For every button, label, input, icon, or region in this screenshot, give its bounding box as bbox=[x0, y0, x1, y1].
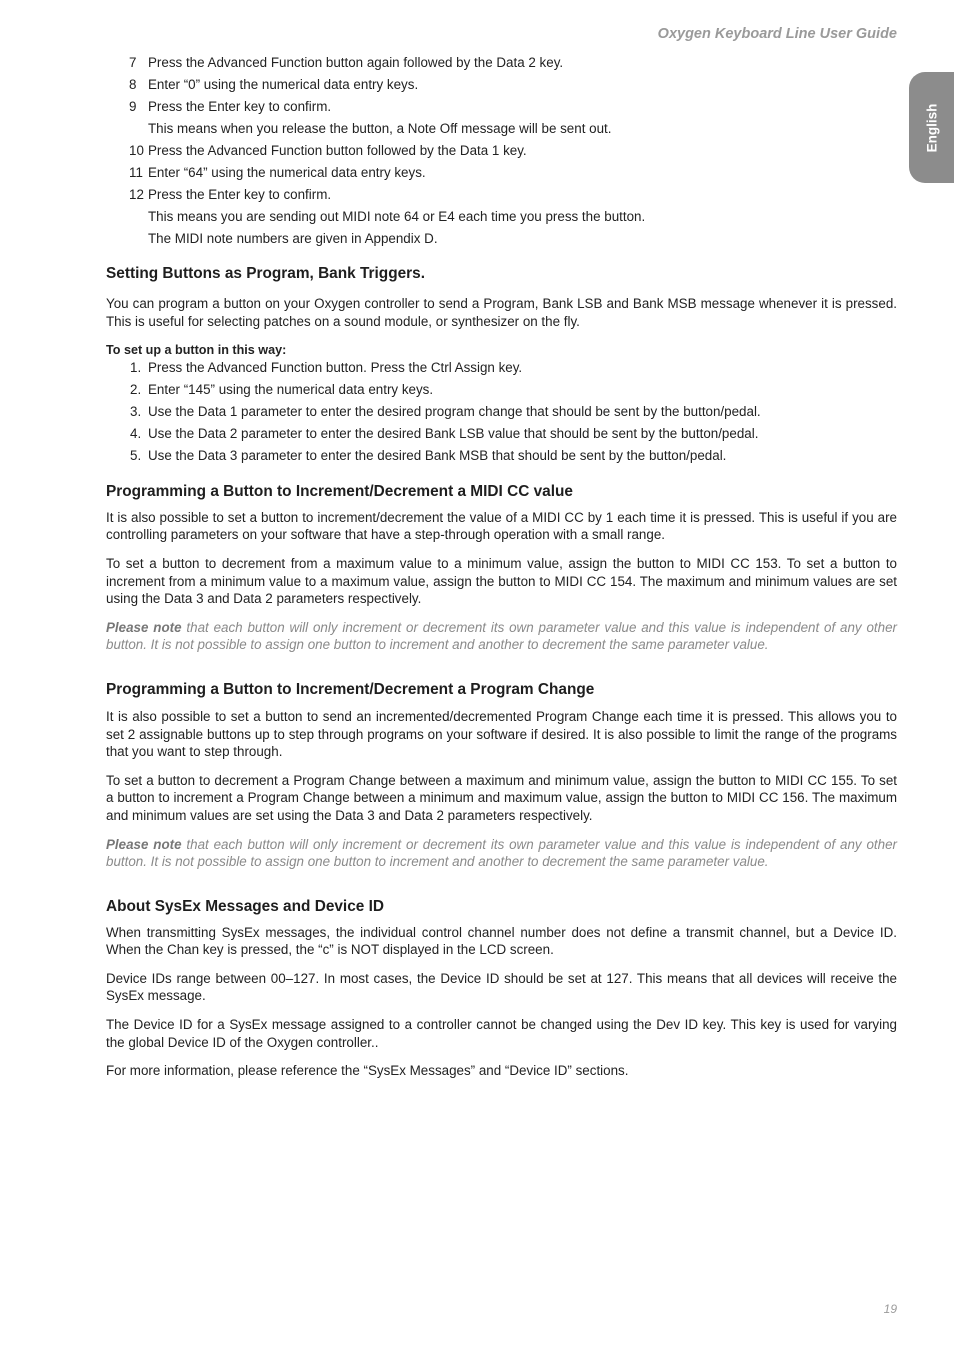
list-item bbox=[106, 381, 897, 399]
list-item bbox=[106, 425, 897, 443]
list-item bbox=[106, 76, 897, 94]
list-item bbox=[106, 359, 897, 377]
section-heading-sysex: About SysEx Messages and Device ID bbox=[106, 897, 384, 915]
note-lead: Please note bbox=[106, 619, 182, 635]
step-text: Use the Data 2 parameter to enter the desired Bank LSB value that should be sent by the button/pedal. bbox=[148, 426, 759, 442]
paragraph: To set a button to decrement from a maximum value to a minimum value, assign the button to MIDI CC 153. To set a button to increment from a minimum value to a maximum value, assign the button to MIDI CC 154. The maximum and minimum values are set using the Data 3 and Data 2 parameters respectively. bbox=[106, 555, 897, 607]
step-text: Use the Data 1 parameter to enter the desired program change that should be sent by the button/pedal. bbox=[148, 404, 761, 420]
list-item-note bbox=[106, 230, 897, 248]
step-number: 4. bbox=[130, 426, 142, 442]
list-item bbox=[106, 186, 897, 204]
step-number: 11 bbox=[129, 164, 143, 180]
step-number: 8 bbox=[129, 76, 137, 92]
list-item bbox=[106, 54, 897, 72]
paragraph: To set a button to decrement a Program Change between a maximum and minimum value, assign the button to MIDI CC 155. To set a button to increment a Program Change between a minimum and maximum value, assign the button to MIDI CC 156. The maximum and minimum values are set using the Data 3 and Data 2 parameters respectively. bbox=[106, 772, 897, 823]
step-text: Press the Advanced Function button. Press the Ctrl Assign key. bbox=[148, 360, 523, 376]
paragraph: It is also possible to set a button to increment/decrement the value of a MIDI CC by 1 each time it is pressed. This is useful if you are controlling parameters on your software that have a step-through operation with a small range. bbox=[106, 509, 897, 543]
section-heading-program-change: Programming a Button to Increment/Decrement a Program Change bbox=[106, 680, 595, 698]
paragraph: When transmitting SysEx messages, the individual control channel number does not define a transmit channel, but a Device ID. When the Chan key is pressed, the “c” is NOT displayed in the LCD screen. bbox=[106, 924, 897, 958]
paragraph: For more information, please reference the “SysEx Messages” and “Device ID” sections. bbox=[106, 1063, 629, 1079]
list-item bbox=[106, 142, 897, 160]
note-text: that each button will only increment or decrement its own parameter value and this value is independent of any other button. It is not possible to assign one button to increment and another to decrement the same parameter value. bbox=[106, 836, 897, 870]
paragraph: You can program a button on your Oxygen controller to send a Program, Bank LSB and Bank MSB message whenever it is pressed. This is useful for selecting patches on a sound module, or synthesizer on the fly. bbox=[106, 296, 897, 330]
step-text: Press the Advanced Function button followed by the Data 1 key. bbox=[148, 142, 527, 158]
note-paragraph bbox=[106, 619, 897, 654]
list-item-note bbox=[106, 208, 897, 226]
step-number: 9 bbox=[129, 98, 137, 114]
step-text: Press the Enter key to confirm. bbox=[148, 186, 332, 202]
step-text: Enter “64” using the numerical data entry keys. bbox=[148, 164, 426, 180]
step-number: 10 bbox=[129, 142, 144, 158]
language-tab[interactable] bbox=[909, 72, 954, 183]
step-number: 1. bbox=[130, 360, 142, 376]
note-text: that each button will only increment or decrement its own parameter value and this value is independent of any other button. It is not possible to assign one button to increment and another to decrement the same parameter value. bbox=[106, 619, 897, 653]
step-number: 12 bbox=[129, 186, 144, 202]
step-text: Press the Enter key to confirm. bbox=[148, 98, 332, 114]
running-header: Oxygen Keyboard Line User Guide bbox=[657, 26, 897, 42]
section-heading-midi-cc: Programming a Button to Increment/Decrement a MIDI CC value bbox=[106, 482, 573, 500]
step-text: This means when you release the button, a Note Off message will be sent out. bbox=[148, 120, 612, 136]
step-text: This means you are sending out MIDI note 64 or E4 each time you press the button. bbox=[148, 208, 646, 224]
page-content bbox=[106, 54, 897, 1080]
language-tab-label: English bbox=[924, 103, 939, 152]
section-heading-program-bank: Setting Buttons as Program, Bank Triggers. bbox=[106, 265, 425, 283]
program-bank-steps-list bbox=[106, 359, 897, 465]
list-item bbox=[106, 403, 897, 421]
step-number: 2. bbox=[130, 382, 142, 398]
list-item bbox=[106, 98, 897, 116]
step-number: 7 bbox=[129, 55, 137, 70]
subheading: To set up a button in this way: bbox=[106, 342, 287, 357]
list-item bbox=[106, 164, 897, 182]
list-item bbox=[106, 447, 897, 465]
paragraph: The Device ID for a SysEx message assigned to a controller cannot be changed using the Dev ID key. This key is used for varying the global Device ID of the Oxygen controller.. bbox=[106, 1017, 897, 1050]
intro-steps-list bbox=[106, 54, 897, 247]
list-item-note bbox=[106, 120, 897, 138]
step-text: Use the Data 3 parameter to enter the desired Bank MSB that should be sent by the button/pedal. bbox=[148, 448, 727, 464]
note-paragraph bbox=[106, 836, 897, 871]
paragraph: It is also possible to set a button to send an incremented/decremented Program Change each time it is pressed. This allows you to set 2 assignable buttons up to step through programs on your software if desired. It is also possible to limit the range of the programs that you want to step through. bbox=[106, 708, 897, 760]
note-lead: Please note bbox=[106, 836, 182, 852]
paragraph: Device IDs range between 00–127. In most cases, the Device ID should be set at 127. This means that all devices will receive the SysEx message. bbox=[106, 970, 897, 1004]
step-number: 3. bbox=[130, 404, 142, 420]
step-number: 5. bbox=[130, 448, 142, 464]
step-text: Enter “145” using the numerical data entry keys. bbox=[148, 382, 434, 398]
step-text: The MIDI note numbers are given in Appendix D. bbox=[148, 230, 438, 246]
page-number: 19 bbox=[883, 1302, 897, 1316]
step-text: Press the Advanced Function button again followed by the Data 2 key. bbox=[148, 55, 564, 70]
step-text: Enter “0” using the numerical data entry keys. bbox=[148, 76, 419, 92]
